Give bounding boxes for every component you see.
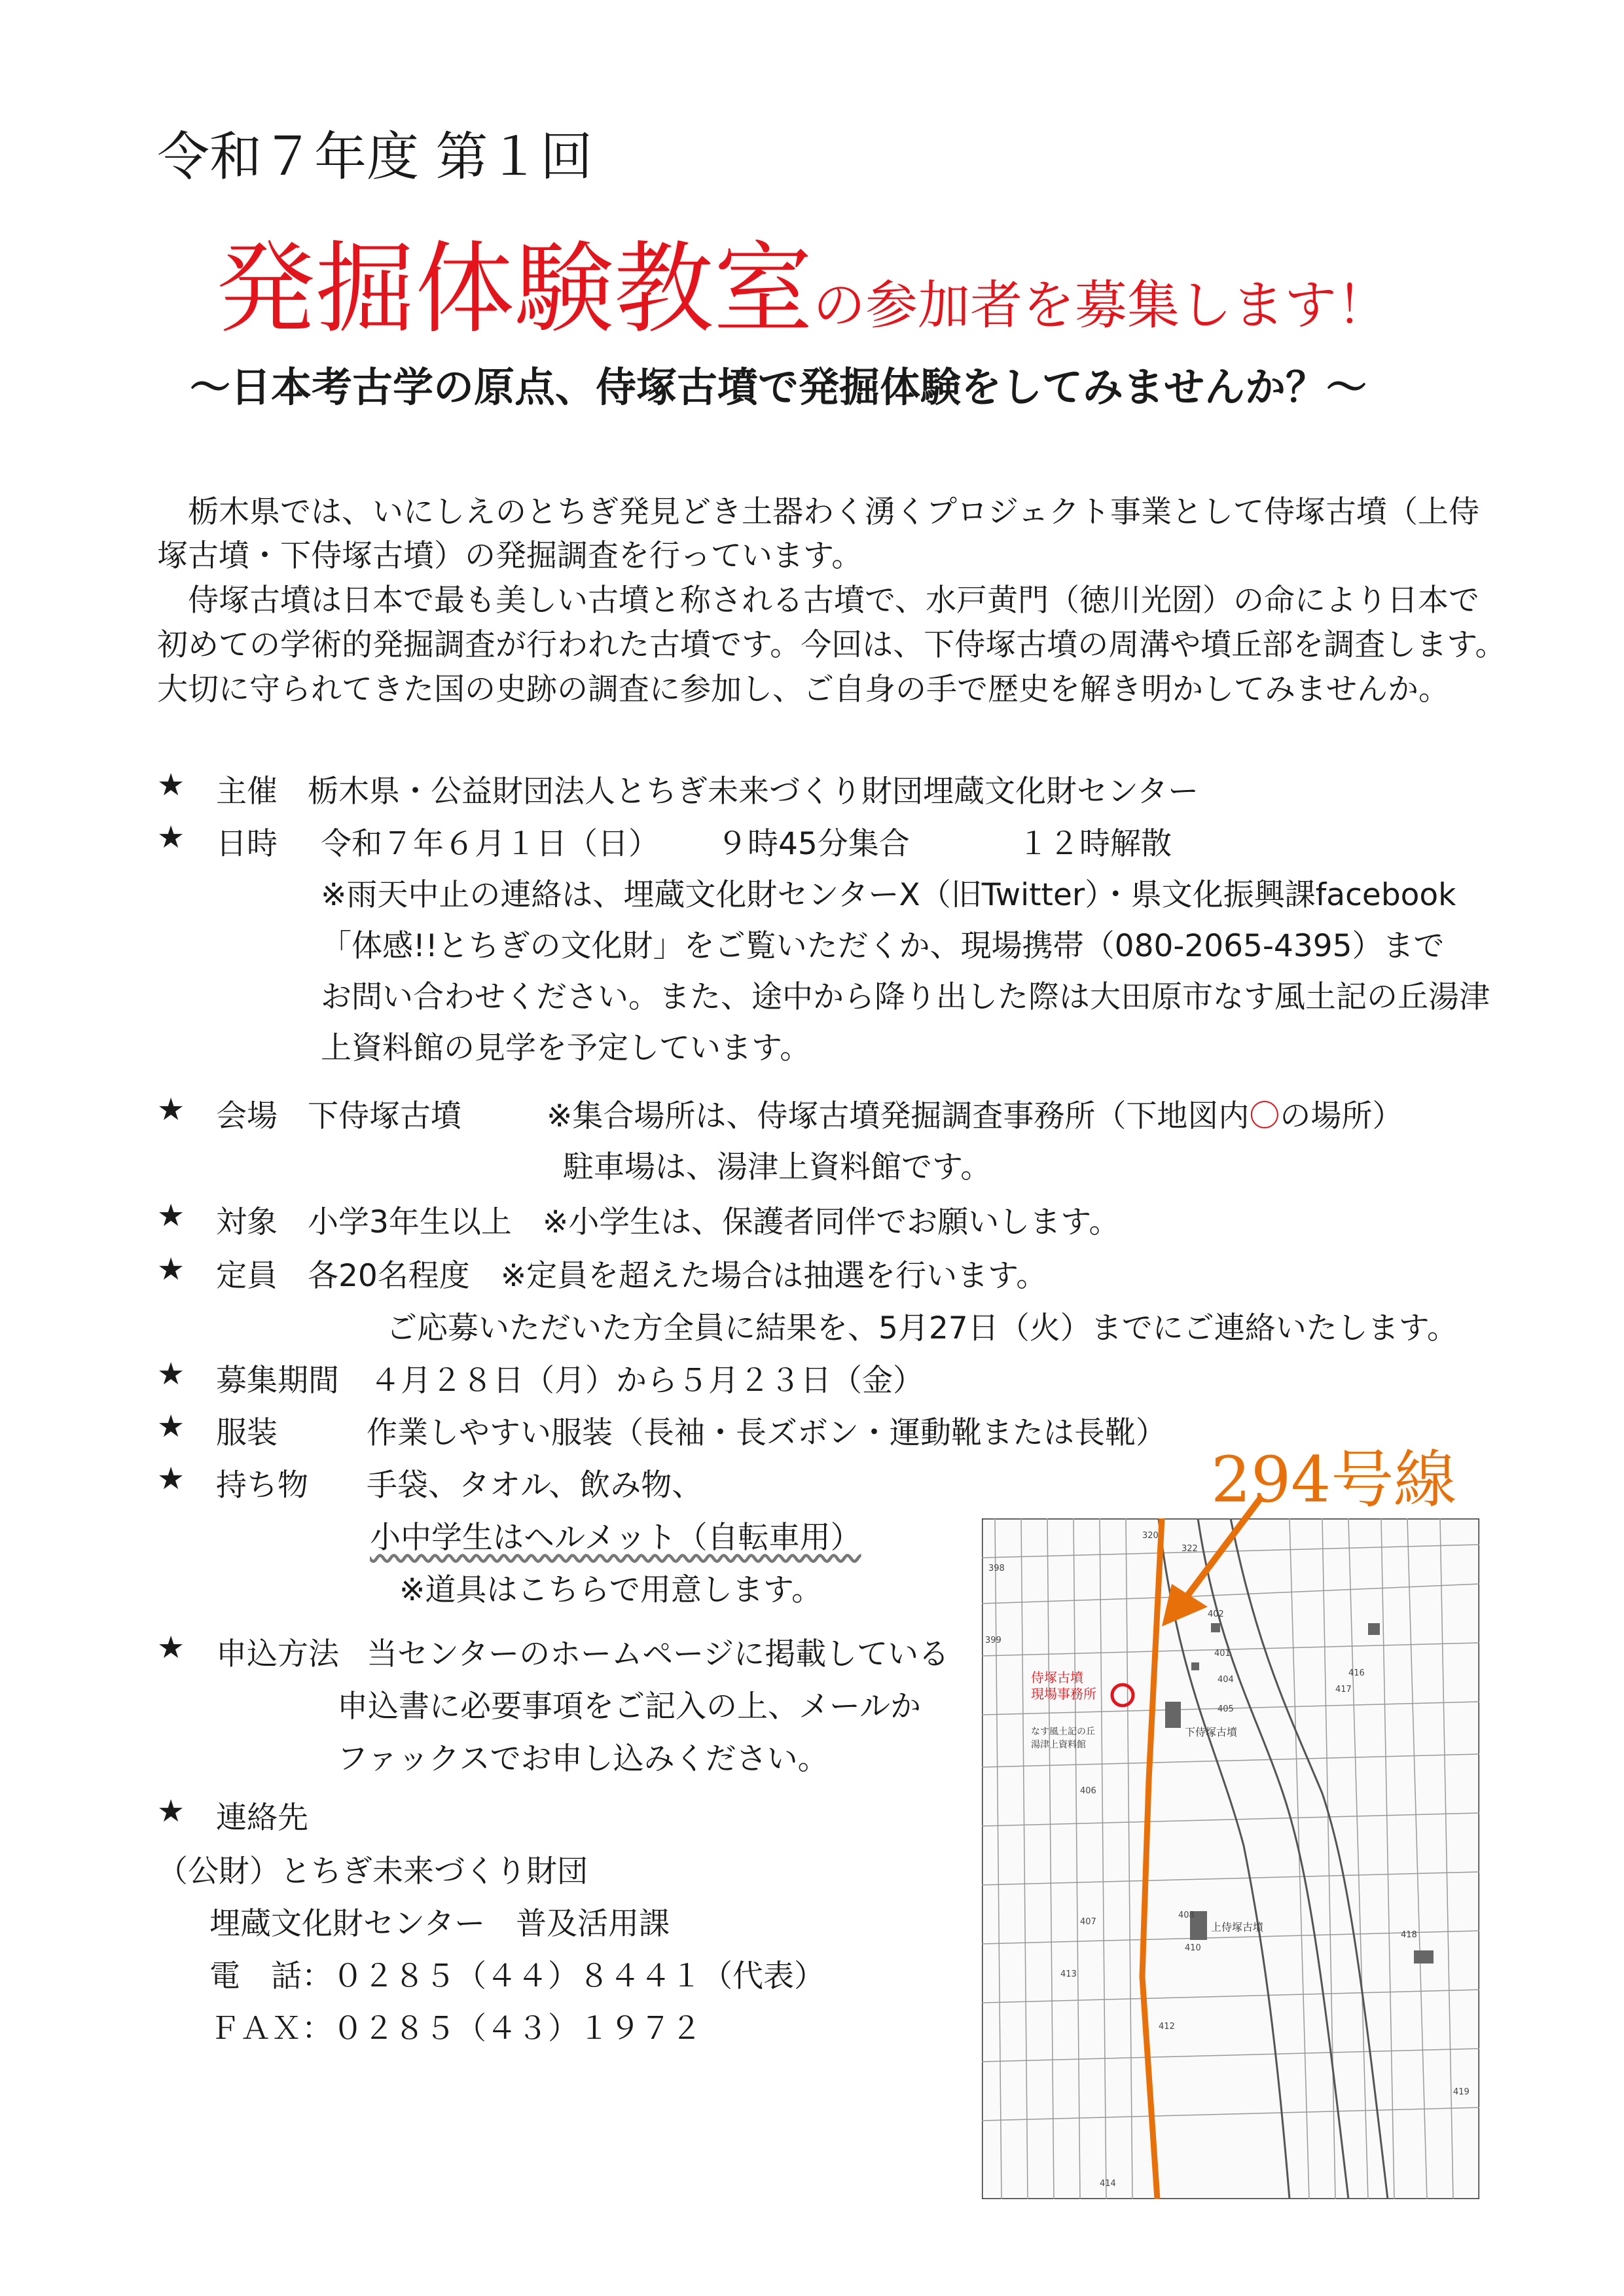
museum-label: 湯津上資料館 xyxy=(1031,1740,1086,1750)
dismiss-time: １２時解散 xyxy=(1018,826,1172,862)
office-label: 現場事務所 xyxy=(1031,1686,1096,1702)
map-number: 416 xyxy=(1348,1668,1365,1678)
map-number: 406 xyxy=(1080,1786,1096,1796)
date-value: 令和７年６月１日（日） xyxy=(321,826,659,862)
venue-value: 下侍塚古墳 xyxy=(308,1098,461,1134)
map-number: 413 xyxy=(1060,1969,1077,1979)
circle-mark-icon: 〇 xyxy=(1249,1098,1280,1134)
star-icon: ★ xyxy=(157,1793,185,1829)
venue-label: 会場 xyxy=(216,1098,278,1134)
map-number: 398 xyxy=(988,1564,1005,1573)
map-number: 405 xyxy=(1218,1704,1234,1714)
apply-label: 申込方法 xyxy=(216,1636,339,1672)
star-icon: ★ xyxy=(157,1630,185,1666)
museum-label: なす風土記の丘 xyxy=(1031,1727,1095,1737)
star-icon: ★ xyxy=(157,819,185,855)
rain-note: お問い合わせください。また、途中から降り出した際は大田原市なす風土記の丘湯津 xyxy=(321,979,1490,1015)
map-number: 414 xyxy=(1100,2179,1116,2189)
star-icon: ★ xyxy=(157,1251,185,1287)
host-value: 栃木県・公益財団法人とちぎ未来づくり財団埋蔵文化財センター xyxy=(308,774,1199,810)
intro-line: 初めての学術的発掘調査が行われた古墳です。今回は、下侍塚古墳の周溝や墳丘部を調査します。 xyxy=(157,627,1506,663)
star-icon: ★ xyxy=(157,1198,185,1234)
result-note: ご応募いただいた方全員に結果を、5月27日（火）までにご連絡いたします。 xyxy=(386,1310,1458,1346)
session-heading: 令和７年度 第１回 xyxy=(157,126,593,187)
star-icon: ★ xyxy=(157,1092,185,1128)
intro-line: 侍塚古墳は日本で最も美しい古墳と称される古墳で、水戸黄門（徳川光圀）の命により日本で xyxy=(157,583,1480,619)
map-number: 399 xyxy=(985,1636,1001,1645)
route-label: 294号線 xyxy=(1211,1443,1457,1516)
helmet-note: 小中学生はヘルメット（自転車用） xyxy=(370,1520,861,1556)
contact-org: （公財）とちぎ未来づくり財団 xyxy=(157,1854,588,1890)
capacity-value: 各20名程度 ※定員を超えた場合は抽選を行います。 xyxy=(308,1258,1047,1294)
map-number: 404 xyxy=(1218,1675,1234,1685)
map-number: 402 xyxy=(1208,1609,1224,1619)
host-label: 主催 xyxy=(216,774,278,810)
meeting-point-text: ※集合場所は、侍塚古墳発掘調査事務所（下地図内 xyxy=(547,1098,1250,1134)
contact-fax: ＦＡＸ：０２８５（４３）１９７２ xyxy=(209,2011,702,2047)
main-heading-title: 発掘体験教室 xyxy=(216,231,813,347)
contact-dept: 埋蔵文化財センター 普及活用課 xyxy=(209,1906,670,1942)
contact-tel: 電 話：０２８５（４４）８４４１（代表） xyxy=(209,1958,825,1994)
main-heading xyxy=(216,209,1389,352)
star-icon: ★ xyxy=(157,1408,185,1444)
apply-line: 申込書に必要事項をご記入の上、メールか xyxy=(337,1689,922,1725)
meeting-point-note xyxy=(547,1092,1403,1136)
target-value: 小学3年生以上 ※小学生は、保護者同伴でお願いします。 xyxy=(308,1204,1120,1240)
office-label: 侍塚古墳 xyxy=(1031,1670,1083,1685)
clothing-label: 服装 xyxy=(216,1415,278,1451)
clothing-value: 作業しやすい服装（長袖・長ズボン・運動靴または長靴） xyxy=(367,1415,1166,1451)
star-icon: ★ xyxy=(157,1461,185,1497)
map-number: 410 xyxy=(1185,1943,1201,1953)
apply-line: ファックスでお申し込みください。 xyxy=(337,1741,829,1777)
kami-tomb-label: 上侍塚古墳 xyxy=(1211,1921,1264,1933)
shimo-tomb-label: 下侍塚古墳 xyxy=(1185,1726,1238,1738)
intro-line: 栃木県では、いにしえのとちぎ発見どき土器わく湧くプロジェクト事業として侍塚古墳（上侍 xyxy=(157,494,1480,530)
star-icon: ★ xyxy=(157,767,185,803)
contact-label: 連絡先 xyxy=(216,1800,308,1836)
capacity-label: 定員 xyxy=(216,1258,278,1294)
period-label: 募集期間 xyxy=(216,1363,339,1399)
intro-line: 塚古墳・下侍塚古墳）の発掘調査を行っています。 xyxy=(157,538,863,574)
belongings-value: 手袋、タオル、飲み物、 xyxy=(367,1467,703,1503)
tools-note: ※道具はこちらで用意します。 xyxy=(399,1572,823,1608)
main-heading-suffix: の参加者を募集します！ xyxy=(813,275,1389,336)
route-arrow-icon xyxy=(1152,1492,1270,1630)
map-number: 408 xyxy=(1178,1910,1195,1920)
apply-line: 当センターのホームページに掲載している xyxy=(367,1636,950,1672)
subtitle: ～日本考古学の原点、侍塚古墳で発掘体験をしてみませんか？～ xyxy=(190,363,1367,411)
rain-note: 上資料館の見学を予定しています。 xyxy=(321,1030,811,1066)
map-number: 322 xyxy=(1182,1544,1198,1554)
map-number: 320 xyxy=(1142,1531,1159,1541)
parking-note: 駐車場は、湯津上資料館です。 xyxy=(563,1149,992,1185)
map-number: 417 xyxy=(1335,1685,1352,1695)
map-number: 419 xyxy=(1453,2087,1470,2097)
target-label: 対象 xyxy=(216,1204,278,1240)
assemble-time: ９時45分集合 xyxy=(717,826,910,862)
map-number: 412 xyxy=(1159,2022,1175,2032)
star-icon: ★ xyxy=(157,1356,185,1392)
meeting-point-text-end: の場所） xyxy=(1280,1098,1403,1134)
map-number: 407 xyxy=(1080,1917,1096,1927)
period-value: ４月２８日（月）から５月２３日（金） xyxy=(370,1363,924,1399)
map-number: 401 xyxy=(1214,1649,1231,1659)
rain-note: 「体感!!とちぎの文化財」をご覧いただくか、現場携帯（080-2065-4395）まで xyxy=(321,928,1445,964)
datetime-label: 日時 xyxy=(216,826,278,862)
intro-line: 大切に守られてきた国の史跡の調査に参加し、ご自身の手で歴史を解き明かしてみませんか。 xyxy=(157,672,1449,708)
rain-note: ※雨天中止の連絡は、埋蔵文化財センターX（旧Twitter）・県文化振興課facebook xyxy=(321,877,1456,913)
belongings-label: 持ち物 xyxy=(216,1467,308,1503)
map-number: 418 xyxy=(1401,1930,1417,1940)
